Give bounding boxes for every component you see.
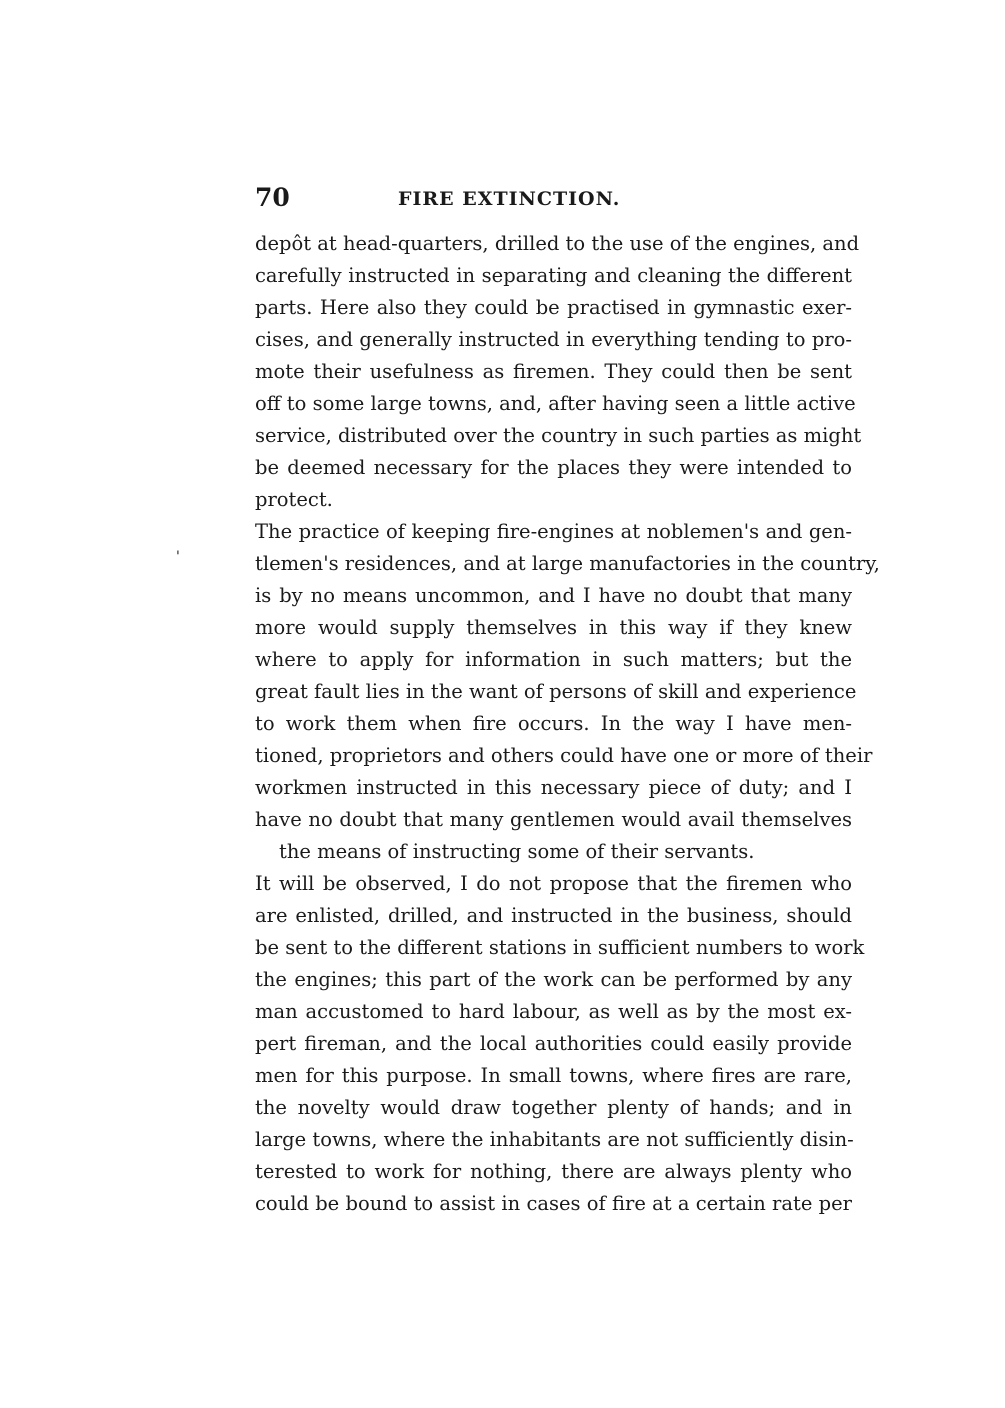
text-line: carefully instructed in separating and cleaning the different (255, 264, 852, 287)
text-line: could be bound to assist in cases of fire at a certain rate per (255, 1192, 852, 1215)
text-line: pert fireman, and the local authorities could easily provide (255, 1032, 852, 1055)
text-line: service, distributed over the country in such parties as might (255, 424, 862, 447)
text-line: have no doubt that many gentlemen would avail themselves (255, 808, 852, 831)
text-line: It will be observed, I do not propose that the firemen who (255, 872, 852, 895)
text-line: be sent to the different stations in sufficient numbers to work (255, 936, 865, 959)
text-line: tlemen's residences, and at large manufactories in the country, (255, 552, 880, 575)
text-line: workmen instructed in this necessary piece of duty; and I (255, 776, 852, 799)
text-line: man accustomed to hard labour, as well as by the most ex- (255, 1000, 852, 1023)
text-line: be deemed necessary for the places they were intended to (255, 456, 852, 479)
text-line: the engines; this part of the work can be performed by any (255, 968, 852, 991)
text-line: The practice of keeping fire-engines at noblemen's and gen- (255, 520, 852, 543)
text-line: the novelty would draw together plenty of hands; and in (255, 1096, 852, 1119)
text-line: the means of instructing some of their servants. (279, 840, 755, 863)
text-line: mote their usefulness as firemen. They could then be sent (255, 360, 852, 383)
text-line: parts. Here also they could be practised in gymnastic exer- (255, 296, 852, 319)
text-line: to work them when fire occurs. In the way I have men- (255, 712, 852, 735)
running-title: FIRE EXTINCTION. (398, 188, 621, 210)
text-line: more would supply themselves in this way if they knew (255, 616, 852, 639)
text-line: great fault lies in the want of persons of skill and experience (255, 680, 857, 703)
text-line: tioned, proprietors and others could have one or more of their (255, 744, 873, 767)
text-line: is by no means uncommon, and I have no doubt that many (255, 584, 852, 607)
page-header (255, 183, 852, 217)
text-line: terested to work for nothing, there are always plenty who (255, 1160, 852, 1183)
stray-mark: ' (176, 549, 180, 565)
text-line: cises, and generally instructed in everything tending to pro- (255, 328, 852, 351)
page-number: 70 (255, 183, 290, 212)
text-line: where to apply for information in such matters; but the (255, 648, 852, 671)
text-line: off to some large towns, and, after having seen a little active (255, 392, 856, 415)
text-line: protect. (255, 488, 333, 511)
text-line: are enlisted, drilled, and instructed in the business, should (255, 904, 852, 927)
text-line: large towns, where the inhabitants are not sufficiently disin- (255, 1128, 854, 1151)
text-line: men for this purpose. In small towns, where fires are rare, (255, 1064, 852, 1087)
text-line: depôt at head-quarters, drilled to the use of the engines, and (255, 232, 860, 255)
